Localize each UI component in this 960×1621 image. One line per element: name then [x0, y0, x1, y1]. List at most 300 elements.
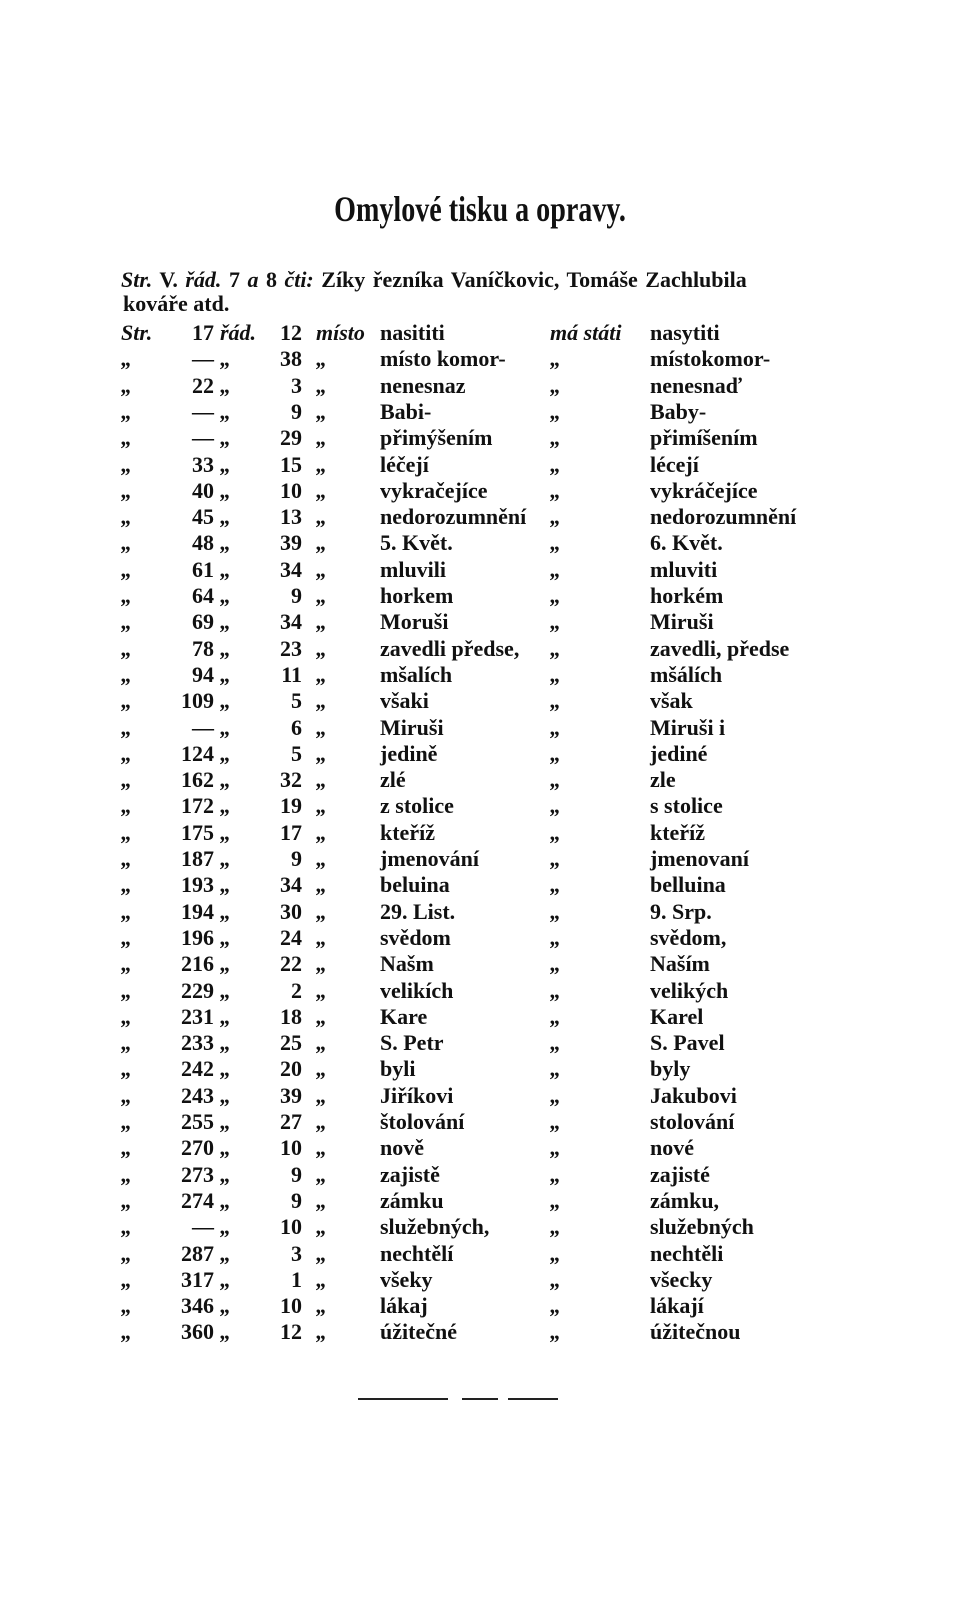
- errata-row: [0, 1030, 960, 1056]
- wrong-reading: všeky: [380, 1267, 433, 1292]
- ditto-ma: „: [550, 688, 561, 713]
- line-number: 18: [280, 1004, 302, 1029]
- ditto-ma: „: [550, 951, 561, 976]
- ditto-str: „: [121, 1004, 132, 1029]
- wrong-reading: 5. Květ.: [380, 530, 453, 555]
- correct-reading: Miruši: [650, 609, 714, 634]
- line-number: 6: [291, 715, 302, 740]
- page-number: 94: [192, 662, 214, 687]
- ditto-ma: „: [550, 767, 561, 792]
- ditto-ma: „: [550, 899, 561, 924]
- wrong-reading: zavedli předse,: [380, 636, 520, 661]
- ditto-misto: „: [316, 951, 327, 976]
- ditto-str: „: [121, 1293, 132, 1318]
- correct-reading: mšálích: [650, 662, 723, 687]
- page-number: 287: [181, 1241, 214, 1266]
- ditto-ma: „: [550, 425, 561, 450]
- line-number: 19: [280, 793, 302, 818]
- correct-reading: lákají: [650, 1293, 704, 1318]
- wrong-reading: vykračejíce: [380, 478, 488, 503]
- wrong-reading: nově: [380, 1135, 424, 1160]
- errata-row: [0, 504, 960, 530]
- ditto-ma: „: [550, 1162, 561, 1187]
- ditto-ma: „: [550, 820, 561, 845]
- errata-row: [0, 899, 960, 925]
- line-number: 9: [291, 399, 302, 424]
- line-number: 34: [280, 609, 302, 634]
- page-title: Omylové tisku a opravy.: [334, 189, 626, 229]
- ditto-misto: „: [316, 504, 327, 529]
- ditto-ma: „: [550, 346, 561, 371]
- ditto-misto: „: [316, 1030, 327, 1055]
- errata-row: [0, 1293, 960, 1319]
- wrong-reading: S. Petr: [380, 1030, 444, 1055]
- ditto-str: „: [121, 583, 132, 608]
- ditto-rad: „: [220, 715, 231, 740]
- errata-row: [0, 583, 960, 609]
- correct-reading: 9. Srp.: [650, 899, 712, 924]
- intro-page: V.: [159, 267, 178, 292]
- ditto-misto: „: [316, 478, 327, 503]
- ditto-str: „: [121, 1109, 132, 1134]
- wrong-reading: Kare: [380, 1004, 428, 1029]
- ditto-str: „: [121, 609, 132, 634]
- ditto-rad: „: [220, 767, 231, 792]
- ditto-rad: „: [220, 609, 231, 634]
- correct-reading: 6. Květ.: [650, 530, 723, 555]
- ditto-misto: „: [316, 1004, 327, 1029]
- ditto-str: „: [121, 1188, 132, 1213]
- line-number: 5: [291, 688, 302, 713]
- line-number: 5: [291, 741, 302, 766]
- ditto-misto: „: [316, 1056, 327, 1081]
- page-number: 196: [181, 925, 214, 950]
- ditto-misto: „: [316, 1135, 327, 1160]
- ditto-misto: „: [316, 1083, 327, 1108]
- errata-row: [0, 425, 960, 451]
- errata-row: [0, 1135, 960, 1161]
- correct-reading: nové: [650, 1135, 694, 1160]
- wrong-reading: mšalích: [380, 662, 453, 687]
- ditto-str: „: [121, 399, 132, 424]
- page-number: 193: [181, 872, 214, 897]
- page-number: 346: [181, 1293, 214, 1318]
- ditto-rad: „: [220, 872, 231, 897]
- line-number: 10: [280, 1214, 302, 1239]
- ditto-rad: „: [220, 346, 231, 371]
- errata-row: [0, 662, 960, 688]
- wrong-reading: léčejí: [380, 452, 429, 477]
- ditto-misto: „: [316, 899, 327, 924]
- wrong-reading: byli: [380, 1056, 416, 1081]
- ditto-ma: „: [550, 478, 561, 503]
- correct-reading: zle: [650, 767, 676, 792]
- ditto-misto: „: [316, 741, 327, 766]
- ditto-misto: „: [316, 662, 327, 687]
- ditto-ma: „: [550, 452, 561, 477]
- correct-reading: služebných: [650, 1214, 754, 1239]
- wrong-reading: nedorozumnění: [380, 504, 527, 529]
- correct-reading: belluina: [650, 872, 726, 897]
- correct-reading: nechtěli: [650, 1241, 724, 1266]
- header-page: 17: [192, 320, 214, 345]
- line-number: 17: [280, 820, 302, 845]
- ditto-misto: „: [316, 583, 327, 608]
- line-number: 29: [280, 425, 302, 450]
- ditto-ma: „: [550, 715, 561, 740]
- line-number: 1: [291, 1267, 302, 1292]
- line-number: 2: [291, 978, 302, 1003]
- line-number: 3: [291, 373, 302, 398]
- ditto-ma: „: [550, 741, 561, 766]
- ditto-ma: „: [550, 793, 561, 818]
- ditto-ma: „: [550, 1030, 561, 1055]
- errata-row: [0, 820, 960, 846]
- ditto-misto: „: [316, 978, 327, 1003]
- page-number: 360: [181, 1319, 214, 1344]
- ditto-rad: „: [220, 899, 231, 924]
- ditto-ma: „: [550, 978, 561, 1003]
- ditto-rad: „: [220, 583, 231, 608]
- correct-reading: byly: [650, 1056, 691, 1081]
- correct-reading: zavedli, předse: [650, 636, 790, 661]
- ditto-rad: „: [220, 1293, 231, 1318]
- intro-rad: řád.: [185, 267, 222, 292]
- wrong-reading: svědom: [380, 925, 451, 950]
- ditto-str: „: [121, 925, 132, 950]
- ditto-rad: „: [220, 688, 231, 713]
- wrong-reading: beluina: [380, 872, 450, 897]
- ditto-ma: „: [550, 1293, 561, 1318]
- line-number: 39: [280, 530, 302, 555]
- line-number: 3: [291, 1241, 302, 1266]
- line-number: 39: [280, 1083, 302, 1108]
- ditto-rad: „: [220, 1214, 231, 1239]
- page-number: 229: [181, 978, 214, 1003]
- page-number: 45: [192, 504, 214, 529]
- ditto-ma: „: [550, 872, 561, 897]
- correct-reading: stolování: [650, 1109, 735, 1134]
- ditto-ma: „: [550, 609, 561, 634]
- ditto-ma: „: [550, 846, 561, 871]
- correct-reading: Miruši i: [650, 715, 726, 740]
- wrong-reading: jmenování: [380, 846, 479, 871]
- page-number: 242: [181, 1056, 214, 1081]
- page-number: 274: [181, 1188, 214, 1213]
- wrong-reading: jedině: [380, 741, 438, 766]
- correct-reading: S. Pavel: [650, 1030, 725, 1055]
- line-number: 32: [280, 767, 302, 792]
- ditto-misto: „: [316, 846, 327, 871]
- ditto-rad: „: [220, 793, 231, 818]
- page-number: 162: [181, 767, 214, 792]
- ditto-ma: „: [550, 1004, 561, 1029]
- ditto-ma: „: [550, 557, 561, 582]
- line-number: 9: [291, 846, 302, 871]
- errata-header-row: [0, 320, 960, 346]
- ditto-ma: „: [550, 399, 561, 424]
- ditto-ma: „: [550, 1267, 561, 1292]
- ditto-str: „: [121, 1241, 132, 1266]
- ditto-misto: „: [316, 715, 327, 740]
- ditto-misto: „: [316, 399, 327, 424]
- correct-reading: přimíšením: [650, 425, 758, 450]
- ditto-ma: „: [550, 583, 561, 608]
- ditto-misto: „: [316, 530, 327, 555]
- ditto-str: „: [121, 530, 132, 555]
- page-number: 61: [192, 557, 214, 582]
- page-number: 64: [192, 583, 214, 608]
- correct-reading: svědom,: [650, 925, 727, 950]
- ditto-misto: „: [316, 1214, 327, 1239]
- correct-reading: jmenovaní: [650, 846, 749, 871]
- errata-row: [0, 530, 960, 556]
- correct-reading: zajisté: [650, 1162, 710, 1187]
- ditto-rad: „: [220, 557, 231, 582]
- errata-row: [0, 1162, 960, 1188]
- correct-reading: jediné: [650, 741, 708, 766]
- ditto-rad: „: [220, 425, 231, 450]
- ditto-ma: „: [550, 1319, 561, 1344]
- page-number: 255: [181, 1109, 214, 1134]
- line-number: 9: [291, 1162, 302, 1187]
- errata-row: [0, 715, 960, 741]
- page-number: 48: [192, 530, 214, 555]
- errata-row: [0, 1214, 960, 1240]
- ditto-rad: „: [220, 1162, 231, 1187]
- ditto-misto: „: [316, 1109, 327, 1134]
- correct-reading: s stolice: [650, 793, 723, 818]
- page-number: 78: [192, 636, 214, 661]
- line-number: 11: [281, 662, 302, 687]
- line-number: 10: [280, 1135, 302, 1160]
- wrong-reading: zajistě: [380, 1162, 440, 1187]
- page-number: 270: [181, 1135, 214, 1160]
- header-right: nasytiti: [650, 320, 720, 345]
- wrong-reading: Moruši: [380, 609, 449, 634]
- wrong-reading: 29. List.: [380, 899, 456, 924]
- ditto-str: „: [121, 1267, 132, 1292]
- correct-reading: úžitečnou: [650, 1319, 741, 1344]
- ditto-rad: „: [220, 1109, 231, 1134]
- wrong-reading: Jiříkovi: [380, 1083, 454, 1108]
- correct-reading: velikých: [650, 978, 729, 1003]
- ditto-rad: „: [220, 1056, 231, 1081]
- ditto-str: „: [121, 846, 132, 871]
- ditto-rad: „: [220, 478, 231, 503]
- correct-reading: lécejí: [650, 452, 699, 477]
- ditto-rad: „: [220, 951, 231, 976]
- ditto-ma: „: [550, 373, 561, 398]
- wrong-reading: mluvili: [380, 557, 447, 582]
- ditto-rad: „: [220, 504, 231, 529]
- wrong-reading: Babi-: [380, 399, 432, 424]
- line-number: 27: [280, 1109, 302, 1134]
- page-number: 33: [192, 452, 214, 477]
- ditto-str: „: [121, 688, 132, 713]
- wrong-reading: přimýšením: [380, 425, 493, 450]
- line-number: 22: [280, 951, 302, 976]
- ditto-ma: „: [550, 1083, 561, 1108]
- correct-reading: však: [650, 688, 693, 713]
- ditto-rad: „: [220, 636, 231, 661]
- page-number: 273: [181, 1162, 214, 1187]
- ditto-rad: „: [220, 373, 231, 398]
- page-number: 109: [181, 688, 214, 713]
- page-number: 233: [181, 1030, 214, 1055]
- closing-rule: [358, 1398, 558, 1400]
- page-number: —: [192, 715, 214, 740]
- intro-a: a: [247, 267, 259, 292]
- ditto-str: „: [121, 662, 132, 687]
- wrong-reading: kteříž: [380, 820, 435, 845]
- page-number: —: [192, 1214, 214, 1239]
- page-number: 124: [181, 741, 214, 766]
- errata-row: [0, 609, 960, 635]
- ditto-ma: „: [550, 1135, 561, 1160]
- page-number: 187: [181, 846, 214, 871]
- ditto-rad: „: [220, 1083, 231, 1108]
- errata-row: [0, 978, 960, 1004]
- ditto-str: „: [121, 557, 132, 582]
- wrong-reading: místo komor-: [380, 346, 506, 371]
- ditto-str: „: [121, 504, 132, 529]
- correct-reading: vykráčejíce: [650, 478, 758, 503]
- header-misto: místo: [316, 320, 365, 345]
- header-line: 12: [280, 320, 302, 345]
- wrong-reading: horkem: [380, 583, 454, 608]
- header-rad: řád.: [220, 320, 257, 345]
- ditto-rad: „: [220, 452, 231, 477]
- ditto-ma: „: [550, 504, 561, 529]
- ditto-ma: „: [550, 1188, 561, 1213]
- ditto-rad: „: [220, 978, 231, 1003]
- errata-row: [0, 1319, 960, 1345]
- page-number: 194: [181, 899, 214, 924]
- errata-row: [0, 951, 960, 977]
- ditto-rad: „: [220, 1319, 231, 1344]
- ditto-str: „: [121, 346, 132, 371]
- errata-row: [0, 373, 960, 399]
- ditto-ma: „: [550, 530, 561, 555]
- wrong-reading: nechtělí: [380, 1241, 454, 1266]
- ditto-misto: „: [316, 1319, 327, 1344]
- wrong-reading: Miruši: [380, 715, 444, 740]
- errata-row: [0, 925, 960, 951]
- ditto-rad: „: [220, 399, 231, 424]
- wrong-reading: lákaj: [380, 1293, 428, 1318]
- line-number: 34: [280, 557, 302, 582]
- line-number: 34: [280, 872, 302, 897]
- page-number: 172: [181, 793, 214, 818]
- ditto-str: „: [121, 452, 132, 477]
- page-number: 22: [192, 373, 214, 398]
- correct-reading: místokomor-: [650, 346, 771, 371]
- ditto-str: „: [121, 373, 132, 398]
- ditto-ma: „: [550, 1214, 561, 1239]
- ditto-misto: „: [316, 1188, 327, 1213]
- ditto-misto: „: [316, 346, 327, 371]
- ditto-str: „: [121, 1162, 132, 1187]
- page-number: —: [192, 346, 214, 371]
- ditto-misto: „: [316, 925, 327, 950]
- ditto-ma: „: [550, 925, 561, 950]
- ditto-ma: „: [550, 662, 561, 687]
- ditto-misto: „: [316, 557, 327, 582]
- page-number: 175: [181, 820, 214, 845]
- ditto-misto: „: [316, 373, 327, 398]
- intro-cti: čti:: [284, 267, 314, 292]
- line-number: 24: [280, 925, 302, 950]
- ditto-misto: „: [316, 820, 327, 845]
- wrong-reading: úžitečné: [380, 1319, 457, 1344]
- errata-row: [0, 872, 960, 898]
- page-number: 231: [181, 1004, 214, 1029]
- ditto-str: „: [121, 1030, 132, 1055]
- errata-row: [0, 1109, 960, 1135]
- page-number: —: [192, 399, 214, 424]
- ditto-misto: „: [316, 793, 327, 818]
- errata-row: [0, 688, 960, 714]
- errata-row: [0, 1188, 960, 1214]
- errata-row: [0, 1241, 960, 1267]
- line-number: 30: [280, 899, 302, 924]
- ditto-misto: „: [316, 1293, 327, 1318]
- ditto-misto: „: [316, 688, 327, 713]
- intro-line-number: 7: [228, 267, 240, 292]
- intro-text: Zíky řezníka Vaníčkovic, Tomáše Zachlubila: [321, 267, 747, 292]
- errata-row: [0, 1267, 960, 1293]
- ditto-str: „: [121, 1056, 132, 1081]
- ditto-rad: „: [220, 741, 231, 766]
- page-number: —: [192, 425, 214, 450]
- ditto-str: „: [121, 1083, 132, 1108]
- errata-row: [0, 346, 960, 372]
- ditto-rad: „: [220, 1030, 231, 1055]
- page-number: 317: [181, 1267, 214, 1292]
- correct-reading: kteříž: [650, 820, 705, 845]
- ditto-misto: „: [316, 636, 327, 661]
- line-number: 9: [291, 1188, 302, 1213]
- wrong-reading: z stolice: [380, 793, 454, 818]
- page-number: 40: [192, 478, 214, 503]
- errata-row: [0, 846, 960, 872]
- errata-row: [0, 767, 960, 793]
- ditto-misto: „: [316, 1267, 327, 1292]
- errata-row: [0, 452, 960, 478]
- ditto-rad: „: [220, 1267, 231, 1292]
- ditto-rad: „: [220, 1241, 231, 1266]
- correct-reading: nedorozumnění: [650, 504, 797, 529]
- ditto-rad: „: [220, 820, 231, 845]
- errata-row: [0, 636, 960, 662]
- page-number: 69: [192, 609, 214, 634]
- wrong-reading: velikích: [380, 978, 454, 1003]
- ditto-misto: „: [316, 1162, 327, 1187]
- ditto-rad: „: [220, 925, 231, 950]
- ditto-misto: „: [316, 425, 327, 450]
- ditto-str: „: [121, 1214, 132, 1239]
- intro-line-1: [121, 268, 881, 292]
- ditto-str: „: [121, 899, 132, 924]
- line-number: 23: [280, 636, 302, 661]
- errata-row: [0, 741, 960, 767]
- intro-str: Str.: [121, 267, 153, 292]
- errata-row: [0, 1056, 960, 1082]
- ditto-rad: „: [220, 1188, 231, 1213]
- ditto-str: „: [121, 1135, 132, 1160]
- line-number: 15: [280, 452, 302, 477]
